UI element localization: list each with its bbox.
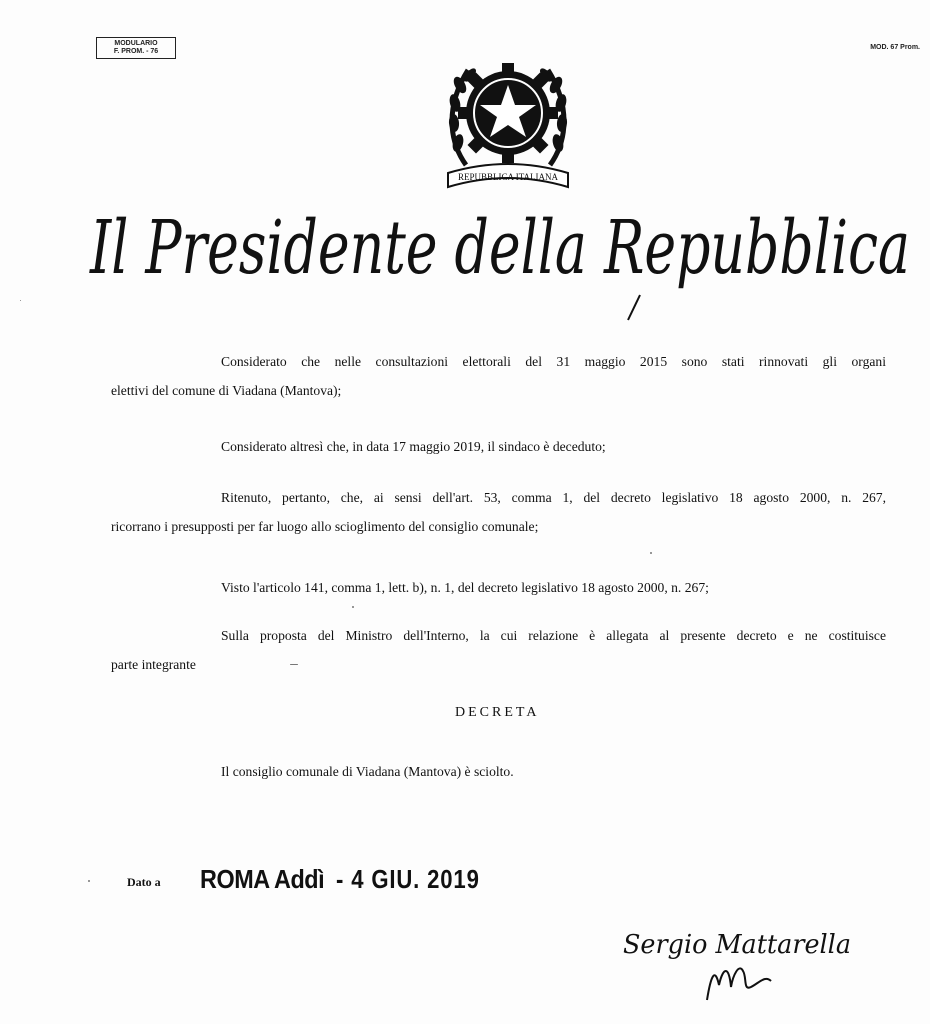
signature-name: Sergio Mattarella: [623, 930, 851, 960]
handwritten-initials-icon: [707, 968, 771, 1000]
form-code-line2: F. PROM. - 76: [113, 48, 159, 55]
recital-5-line2: parte integrante: [111, 657, 196, 672]
recital-4: Visto l'articolo 141, comma 1, lett. b), n. 1, del decreto legislativo 18 agosto 2000, n. 267;: [221, 580, 709, 595]
date-stamp-date: - 4 GIU. 2019: [336, 864, 480, 894]
decree-text: Il consiglio comunale di Viadana (Mantova) è sciolto.: [221, 764, 514, 779]
date-stamp-place: ROMA Addì: [200, 864, 325, 894]
decreta-heading: DECRETA: [455, 705, 540, 720]
scan-speck: [650, 552, 652, 554]
form-code-box: [96, 37, 176, 59]
recital-3-line1: Ritenuto, pertanto, che, ai sensi dell'art. 53, comma 1, del decreto legislativo 18 agosto 2000, n. 267,: [221, 490, 886, 505]
scan-speck: [20, 300, 21, 301]
recital-2: Considerato altresì che, in data 17 maggio 2019, il sindaco è deceduto;: [221, 439, 606, 454]
presidential-heading: [80, 185, 920, 325]
model-code: MOD. 67 Prom.: [870, 44, 920, 51]
signature: [615, 915, 865, 1015]
recital-3-line2: ricorrano i presupposti per far luogo allo scioglimento del consiglio comunale;: [111, 519, 539, 534]
recital-1-line1: Considerato che nelle consultazioni elettorali del 31 maggio 2015 sono stati rinnovati gli organi: [221, 354, 886, 369]
scan-speck: [290, 664, 298, 665]
dato-a-label: Dato a: [127, 875, 161, 889]
recital-1-line2: elettivi del comune di Viadana (Mantova);: [111, 383, 342, 398]
form-code-line1: MODULARIO: [114, 40, 158, 47]
italian-republic-emblem-icon: [438, 45, 578, 195]
scan-speck: [352, 606, 354, 608]
emblem-ribbon-text: REPUBBLICA ITALIANA: [457, 172, 559, 182]
page-title: Il Presidente della Repubblica: [88, 205, 910, 291]
recital-5-line1: Sulla proposta del Ministro dell'Interno, la cui relazione è allegata al presente decreto e ne costituisce: [221, 628, 886, 643]
scan-speck: [88, 880, 90, 882]
